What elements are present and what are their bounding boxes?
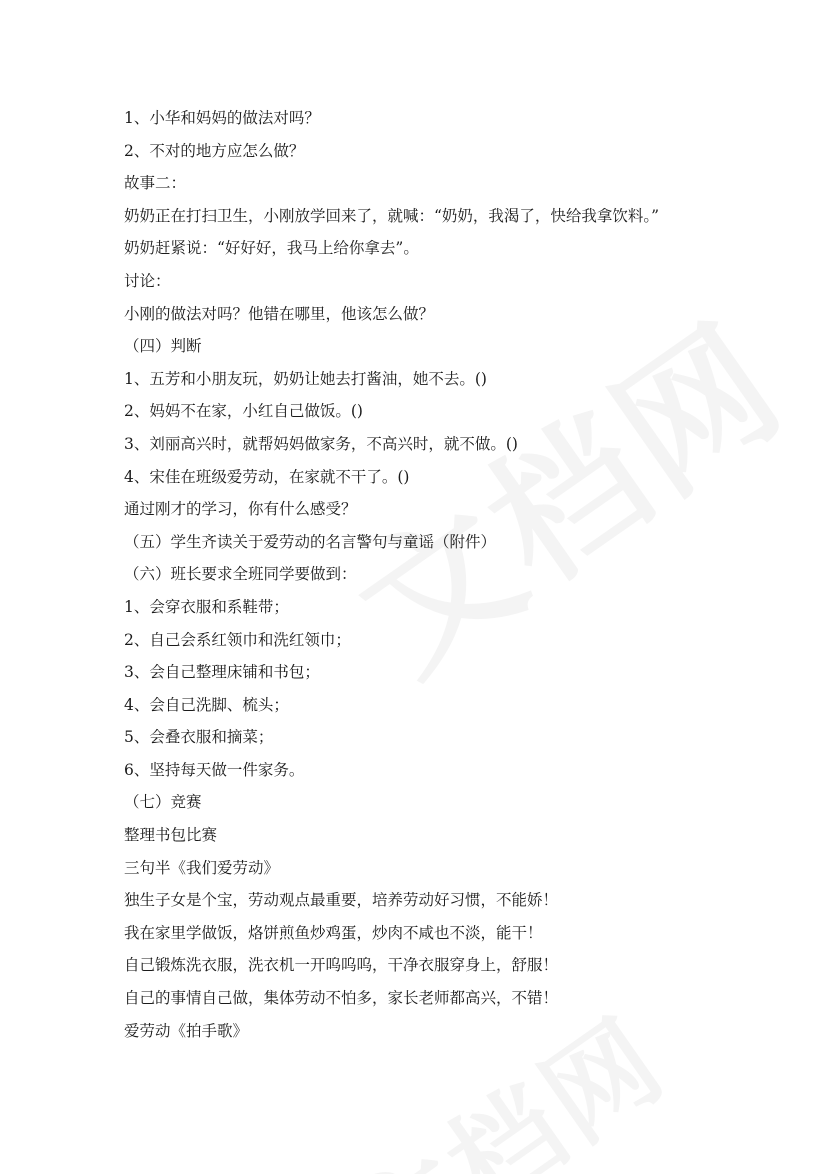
requirement-3: 3、会自己整理床铺和书包； bbox=[124, 663, 320, 682]
requirement-4: 4、会自己洗脚、梳头； bbox=[124, 695, 289, 714]
question-1: 1、小华和妈妈的做法对吗？ bbox=[124, 109, 320, 127]
requirement-5: 5、会叠衣服和摘菜； bbox=[124, 728, 274, 747]
discussion-question: 小刚的做法对吗？他错在哪里，他该怎么做？ bbox=[124, 304, 435, 323]
clapping-song-title: 爱劳动《拍手歌》 bbox=[124, 1021, 249, 1040]
sanjuban-line-2: 我在家里学做饭，烙饼煎鱼炒鸡蛋，炒肉不咸也不淡，能干！ bbox=[124, 923, 543, 942]
section-judge-heading: （四）判断 bbox=[124, 337, 202, 356]
section-contest-heading: （七）竞赛 bbox=[124, 793, 202, 812]
story-two-text-2: 奶奶赶紧说：“好好好，我马上给你拿去”。 bbox=[124, 239, 419, 258]
story-two-text-1: 奶奶正在打扫卫生，小刚放学回来了，就喊：“奶奶，我渴了，快给我拿饮料。” bbox=[124, 206, 660, 225]
requirement-6: 6、坚持每天做一件家务。 bbox=[124, 760, 305, 779]
judge-item-1: 1、五芳和小朋友玩，奶奶让她去打酱油，她不去。() bbox=[124, 369, 487, 388]
question-2: 2、不对的地方应怎么做？ bbox=[124, 141, 305, 160]
requirement-2: 2、自己会系红领巾和洗红领巾； bbox=[124, 630, 351, 649]
sanjuban-line-4: 自己的事情自己做，集体劳动不怕多，家长老师都高兴，不错！ bbox=[124, 989, 559, 1008]
section-monitor-heading: （六）班长要求全班同学要做到： bbox=[124, 565, 357, 584]
reflection-question: 通过刚才的学习，你有什么感受？ bbox=[124, 500, 357, 519]
judge-item-3: 3、刘丽高兴时，就帮妈妈做家务，不高兴时，就不做。() bbox=[124, 434, 518, 453]
contest-schoolbag: 整理书包比赛 bbox=[124, 826, 218, 845]
document-body bbox=[124, 102, 724, 1047]
judge-item-2: 2、妈妈不在家，小红自己做饭。() bbox=[124, 402, 363, 421]
discussion-heading: 讨论： bbox=[124, 271, 171, 290]
sanjuban-line-3: 自己锻炼洗衣服，洗衣机一开呜呜呜，干净衣服穿身上，舒服！ bbox=[124, 956, 559, 975]
section-read-heading: （五）学生齐读关于爱劳动的名言警句与童谣（附件） bbox=[124, 532, 497, 551]
story-two-heading: 故事二： bbox=[124, 174, 187, 193]
judge-item-4: 4、宋佳在班级爱劳动，在家就不干了。() bbox=[124, 467, 410, 486]
sanjuban-line-1: 独生子女是个宝，劳动观点最重要，培养劳动好习惯，不能娇！ bbox=[124, 891, 559, 910]
requirement-1: 1、会穿衣服和系鞋带； bbox=[124, 597, 289, 616]
sanjuban-title: 三句半《我们爱劳动》 bbox=[124, 858, 280, 877]
